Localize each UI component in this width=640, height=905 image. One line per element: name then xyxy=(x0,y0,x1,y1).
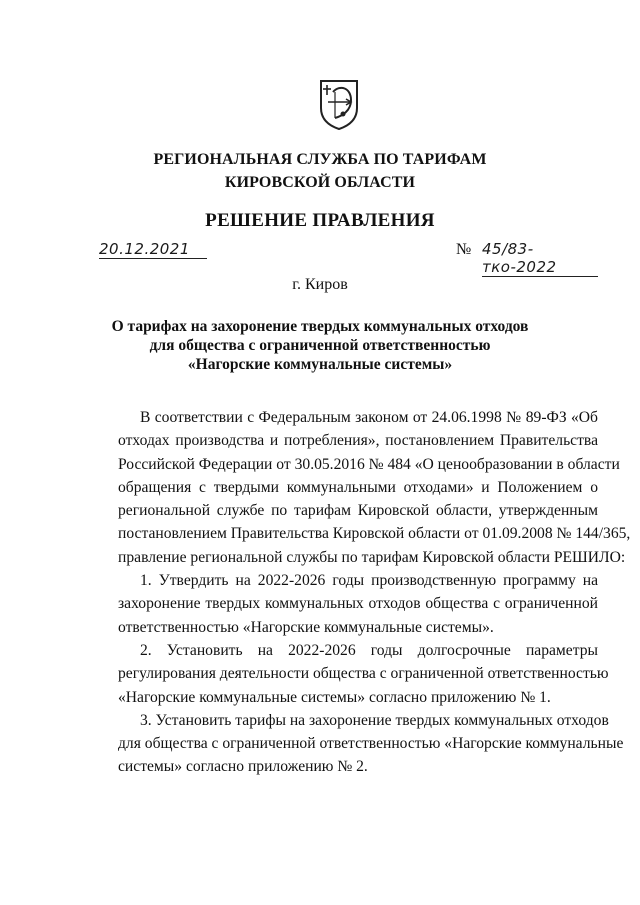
body-line: захоронение твердых коммунальных отходов общества с ограниченной xyxy=(118,595,598,613)
doc-city: г. Киров xyxy=(292,276,348,293)
body-line: 2. Установить на 2022-2026 годы долгосрочные параметры xyxy=(140,641,598,659)
body-line: «Нагорские коммунальные системы» согласно приложению № 1. xyxy=(118,688,551,706)
body-line: В соответствии с Федеральным законом от 24.06.1998 № 89-ФЗ «Об xyxy=(140,409,598,426)
body-line: для общества с ограниченной ответственностью «Нагорские коммунальные xyxy=(118,735,624,753)
subject-line1: О тарифах на захоронение твердых коммунальных отходов xyxy=(111,318,529,335)
body-line: ответственностью «Нагорские коммунальные системы». xyxy=(118,618,494,636)
doc-type-title: РЕШЕНИЕ ПРАВЛЕНИЯ xyxy=(205,210,435,231)
body-line: постановлением Правительства Кировской области от 01.09.2008 № 144/365, xyxy=(118,525,631,543)
body-line: правление региональной службы по тарифам Кировской области РЕШИЛО: xyxy=(118,548,626,566)
subject-line2: для общества с ограниченной ответственностью xyxy=(149,337,491,354)
doc-number: 45/83-тко-2022 xyxy=(482,240,598,277)
body-line: региональной службе по тарифам Кировской области, утвержденным xyxy=(118,502,598,520)
body-line: 1. Утвердить на 2022-2026 годы производственную программу на xyxy=(140,572,598,590)
coat-of-arms-icon xyxy=(318,78,360,130)
doc-date: 20.12.2021 xyxy=(99,240,207,259)
org-title-line2: КИРОВСКОЙ ОБЛАСТИ xyxy=(224,174,416,191)
doc-number-label: № xyxy=(456,241,472,258)
document-body xyxy=(118,406,631,779)
body-line: обращения с твердыми коммунальными отходами» и Положением о xyxy=(118,478,598,496)
org-title-line1: РЕГИОНАЛЬНАЯ СЛУЖБА ПО ТАРИФАМ xyxy=(153,151,487,168)
body-line: Российской Федерации от 30.05.2016 № 484 «О ценообразовании в области xyxy=(118,455,620,473)
body-line: системы» согласно приложению № 2. xyxy=(118,758,368,776)
body-line: отходах производства и потребления», постановлением Правительства xyxy=(118,432,598,450)
subject-line3: «Нагорские коммунальные системы» xyxy=(187,356,453,373)
body-line: 3. Установить тарифы на захоронение твердых коммунальных отходов xyxy=(140,711,609,729)
body-line: регулирования деятельности общества с ограниченной ответственностью xyxy=(118,665,609,683)
